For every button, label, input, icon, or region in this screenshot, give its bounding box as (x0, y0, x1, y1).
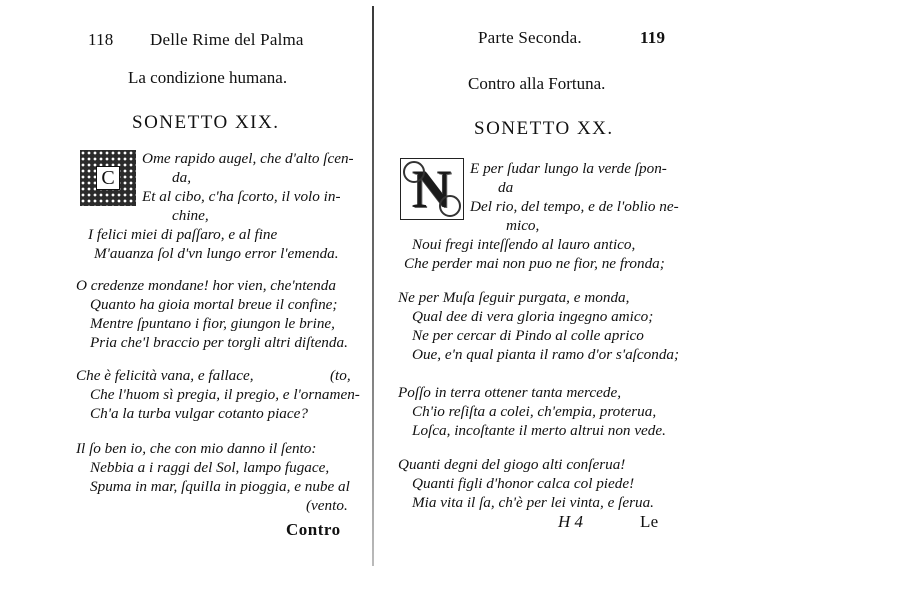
verse-line: Ome rapido augel, che d'alto ſcen- (142, 150, 354, 167)
verse-line: mico, (506, 217, 540, 234)
initial-letter: C (96, 166, 120, 190)
verse-line: da, (172, 169, 191, 186)
verse-line: Ne per cercar di Pindo al colle aprico (412, 327, 644, 344)
verse-line: Che perder mai non puo ne fior, ne fronda; (404, 255, 665, 272)
verse-line: Pria che'l braccio per torgli altri diſtenda. (90, 334, 348, 351)
verse-line: Ch'a la turba vulgar cotanto piace? (90, 405, 308, 422)
running-head: Delle Rime del Palma (150, 30, 304, 49)
verse-line: chine, (172, 207, 209, 224)
verse-line: O credenze mondane! hor vien, che'ntenda (76, 277, 336, 294)
verse-line: Nebbia a i raggi del Sol, lampo fugace, (90, 459, 330, 476)
verse-line: E per ſudar lungo la verde ſpon- (470, 160, 667, 177)
subtitle: La condizione humana. (128, 68, 288, 87)
verse-line: Quanto ha gioia mortal breue il confine; (90, 296, 338, 313)
verse-line: I felici miei di paſſaro, e al fine (88, 226, 278, 243)
left-page (0, 0, 372, 600)
page-number: 118 (88, 30, 114, 49)
verse-line: M'auanza ſol d'vn lungo error l'emenda. (94, 245, 339, 262)
verse-line: Quanti degni del giogo alti conſerua! (398, 456, 626, 473)
verse-line: (to, (330, 367, 351, 384)
catchword: Contro (286, 520, 341, 539)
right-page (378, 0, 900, 600)
book-gutter (372, 6, 374, 566)
sonnet-title: SONETTO XX. (474, 118, 614, 139)
verse-line: Noui fregi inteſſendo al lauro antico, (412, 236, 636, 253)
verse-line: (vento. (306, 497, 348, 514)
verse-line: da (498, 179, 514, 196)
verse-line: Mentre ſpuntano i fior, giungon le brine, (90, 315, 335, 332)
verse-line: Qual dee di vera gloria ingegno amico; (412, 308, 654, 325)
verse-line: Ch'io reſiſta a colei, ch'empia, proterua, (412, 403, 657, 420)
ornament-icon (403, 161, 425, 183)
sonnet-title: SONETTO XIX. (132, 112, 280, 133)
decorated-initial (400, 158, 464, 220)
ornament-icon (439, 195, 461, 217)
verse-line: Mia vita il ſa, ch'è per lei vinta, e ſerua. (412, 494, 654, 511)
verse-line: Il ſo ben io, che con mio danno il ſento: (76, 440, 317, 457)
verse-line: Spuma in mar, ſquilla in pioggia, e nube al (90, 478, 350, 495)
page-number: 119 (640, 28, 666, 47)
verse-line: Che è felicità vana, e fallace, (76, 367, 254, 384)
decorated-initial (80, 150, 136, 206)
subtitle: Contro alla Fortuna. (468, 74, 606, 93)
verse-line: Quanti figli d'honor calca col piede! (412, 475, 635, 492)
verse-line: Et al cibo, c'ha ſcorto, il volo in- (142, 188, 341, 205)
verse-line: Poſſo in terra ottener tanta mercede, (398, 384, 621, 401)
verse-line: Del rio, del tempo, e de l'oblio ne- (470, 198, 679, 215)
verse-line: Oue, e'n qual pianta il ramo d'or s'aſconda; (412, 346, 680, 363)
catchword: Le (640, 512, 659, 531)
running-head: Parte Seconda. (478, 28, 582, 47)
verse-line: Loſca, incoſtante il merto altrui non vede. (412, 422, 666, 439)
signature-mark: H 4 (558, 512, 584, 531)
initial-letter: N (412, 159, 452, 219)
verse-line: Che l'huom sì pregia, il pregio, e l'ornamen- (90, 386, 360, 403)
verse-line: Ne per Muſa ſeguir purgata, e monda, (398, 289, 630, 306)
